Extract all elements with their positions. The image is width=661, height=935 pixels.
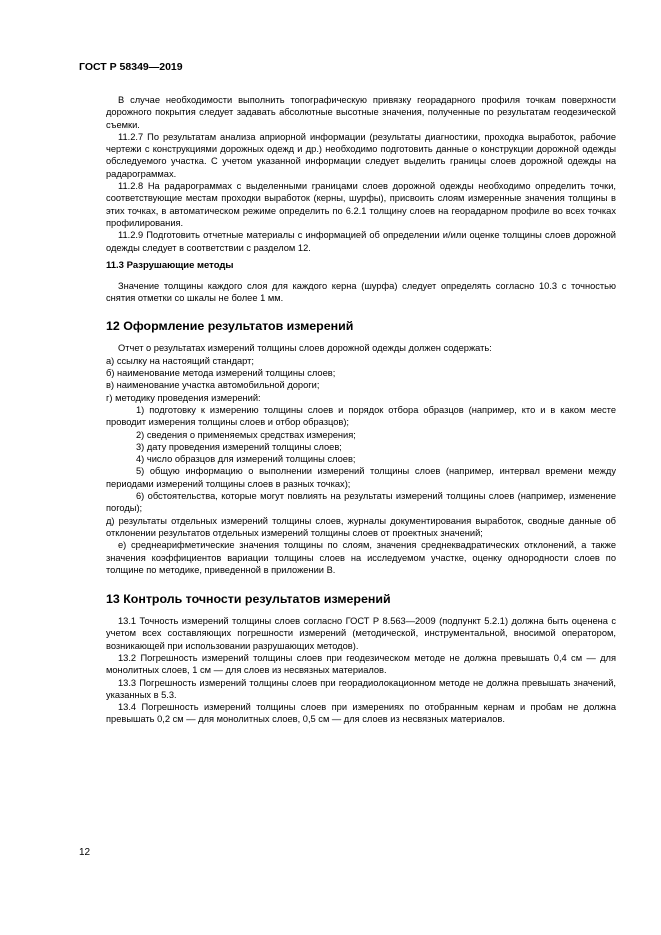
paragraph-11-2-7: 11.2.7 По результатам анализа априорной информации (результаты диагностики, проходка выработок, рабочие чертежи с конструкциями дорожных одежд и др.) необходимо подготовить данные о конструкции дорожной одежды обследуемого участка. С учетом указанной информации следует выделить границы слоев дорожной одежды на радарограммах. (106, 131, 616, 179)
page-number: 12 (79, 847, 91, 858)
page-body (106, 94, 616, 726)
list-item-a: а) ссылку на настоящий стандарт; (106, 355, 254, 366)
sub-item-4: 4) число образцов для измерений толщины слоев; (136, 454, 356, 465)
sub-item-2: 2) сведения о применяемых средствах измерения; (136, 429, 356, 440)
section-12-intro: Отчет о результатах измерений толщины слоев дорожной одежды должен содержать: (118, 343, 492, 354)
list-item-e: е) среднеарифметические значения толщины по слоям, значения среднеквадратических отклонений, а также значения коэффициентов вариации толщины слоев на исследуемом участке, оценку однородности слоев по толщине по методике, приведенной в приложении В. (106, 540, 616, 575)
paragraph-11-3: Значение толщины каждого слоя для каждого керна (шурфа) следует определять согласно 10.3 с точностью снятия отметки со шкалы не более 1 мм. (106, 280, 616, 304)
list-item-d: д) результаты отдельных измерений толщины слоев, журналы документирования выработок, сводные данные об отклонении результатов отдельных измерений толщины слоев от проектных значений; (106, 515, 616, 538)
sub-item-5: 5) общую информацию о выполнении измерений толщины слоев (например, интервал времени между периодами измерений толщины слоев в разных точках); (106, 466, 616, 489)
sub-item-3: 3) дату проведения измерений толщины слоев; (136, 441, 342, 452)
list-item-v: в) наименование участка автомобильной дороги; (106, 380, 320, 391)
paragraph-13-3: 13.3 Погрешность измерений толщины слоев при георадиолокационном методе не должна превышать значений, указанных в 5.3. (106, 677, 616, 700)
heading-11-3: 11.3 Разрушающие методы (106, 259, 234, 271)
paragraph-13-4: 13.4 Погрешность измерений толщины слоев при измерениях по отобранным кернам и пробам не должна превышать 0,2 см — для монолитных слоев, 0,5 см — для слоев из несвязных материалов. (106, 702, 616, 725)
sub-item-1: 1) подготовку к измерению толщины слоев и порядок отбора образцов (например, кто и в каком месте проводит измерения толщины слоев и отбор образцов); (106, 404, 616, 428)
paragraph-11-2-8: 11.2.8 На радарограммах с выделенными границами слоев дорожной одежды необходимо определить точки, соответствующие местам проходки выработок (керны, шурфы), присвоить слоям измеренные значения толщины в этих точках, в автоматическом режиме определить по 6.2.1 толщину слоев на георадарном профиле во всех точках профилирования. (106, 181, 616, 228)
list-item-g: г) методику проведения измерений: (106, 392, 261, 403)
list-item-b: б) наименование метода измерений толщины слоев; (106, 368, 336, 379)
paragraph-topographic-binding: В случае необходимости выполнить топографическую привязку георадарного профиля точкам поверхности дорожного покрытия следует задавать абсолютные высотные значения, полученные по результатам геодезической съемки. (106, 95, 616, 130)
heading-section-13: 13 Контроль точности результатов измерений (106, 592, 391, 607)
heading-section-12: 12 Оформление результатов измерений (106, 319, 354, 334)
paragraph-13-1: 13.1 Точность измерений толщины слоев согласно ГОСТ Р 8.563—2009 (подпункт 5.2.1) должна быть оценена с учетом всех составляющих погрешности измерений (методической, инструментальной, вносимой оператором, возникающей при использовании разрушающих методов). (106, 616, 616, 651)
paragraph-11-2-9: 11.2.9 Подготовить отчетные материалы с информацией об определении и/или оценке толщины слоев дорожной одежды следует в соответствии с разделом 12. (106, 230, 616, 253)
document-code-header: ГОСТ Р 58349—2019 (79, 61, 183, 73)
sub-item-6: 6) обстоятельства, которые могут повлиять на результаты измерений толщины слоев (например, изменение погоды); (106, 491, 616, 514)
paragraph-13-2: 13.2 Погрешность измерений толщины слоев при геодезическом методе не должна превышать 0,4 см — для монолитных слоев, 1 см — для слоев из несвязных материалов. (106, 652, 616, 676)
